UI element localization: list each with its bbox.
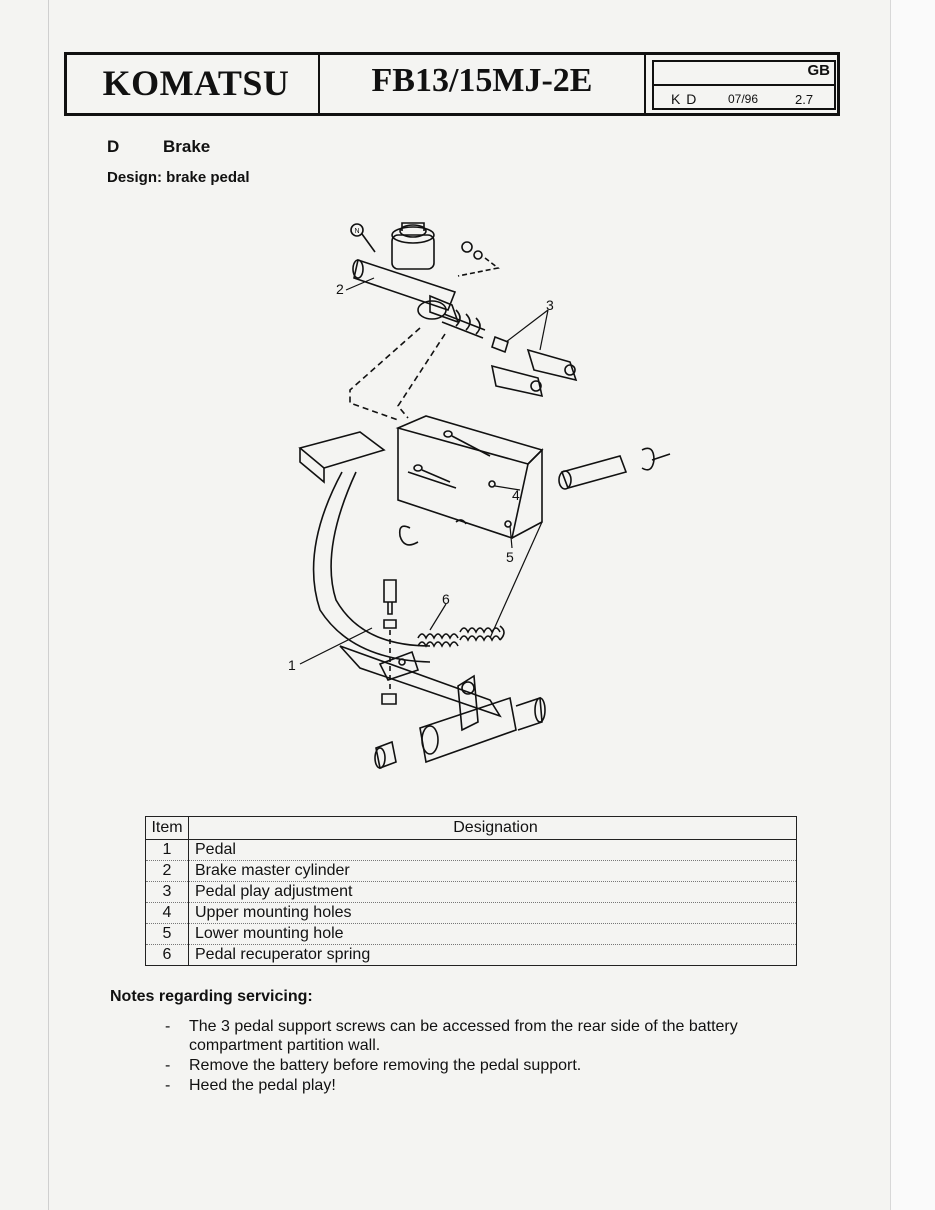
language-code: GB — [807, 62, 830, 79]
doc-date: 07/96 — [728, 92, 759, 106]
callout-label: 6 — [442, 591, 450, 607]
list-item — [165, 1017, 805, 1055]
cell-item: 4 — [146, 903, 189, 924]
notes-heading: Notes regarding servicing: — [110, 988, 313, 1005]
cell-designation: Lower mounting hole — [189, 924, 797, 945]
cell-item: 5 — [146, 924, 189, 945]
cell-item: 6 — [146, 945, 189, 966]
note-text: Remove the battery before removing the pedal support. — [189, 1057, 582, 1074]
cell-item: 2 — [146, 861, 189, 882]
table-row — [146, 861, 797, 882]
margin-line — [48, 0, 49, 1210]
callout-label: 3 — [546, 297, 554, 313]
cell-item: 1 — [146, 840, 189, 861]
column-header-item: Item — [146, 817, 189, 840]
table-row — [146, 882, 797, 903]
note-text: Heed the pedal play! — [189, 1077, 336, 1094]
callout-label: 2 — [336, 281, 344, 297]
callout-label: 4 — [512, 487, 520, 503]
cell-designation: Pedal — [195, 841, 236, 858]
notes-list — [165, 1017, 805, 1096]
header-divider — [318, 52, 320, 116]
cell-designation: Pedal recuperator spring — [189, 945, 797, 966]
pedal-arm — [300, 432, 500, 730]
table-header-row — [146, 817, 797, 840]
page-number: 2.7 — [795, 92, 814, 107]
table-row — [146, 840, 797, 861]
brand-name: KOMATSU — [102, 63, 290, 103]
page-edge — [890, 0, 935, 1210]
pedal-support-bracket — [398, 416, 542, 538]
model-name: FB13/15MJ-2E — [371, 62, 593, 99]
bullet-dash: - — [165, 1057, 171, 1074]
table-row — [146, 903, 797, 924]
list-item — [165, 1076, 805, 1095]
section-subtitle: Design: brake pedal — [107, 169, 250, 186]
section-letter: D — [107, 137, 120, 156]
section-title: Brake — [163, 137, 211, 156]
brake-pedal-diagram — [280, 210, 680, 790]
pedal-pin — [559, 448, 670, 489]
note-text: The 3 pedal support screws can be accessed from the rear side of the battery compartment partition wall. — [189, 1018, 738, 1054]
marker-label: N — [354, 228, 360, 235]
cell-item: 3 — [146, 882, 189, 903]
parts-table — [145, 816, 797, 966]
bullet-dash: - — [165, 1018, 171, 1035]
cell-designation: Upper mounting holes — [189, 903, 797, 924]
bullet-dash: - — [165, 1077, 171, 1094]
table-row — [146, 924, 797, 945]
callout-label: 5 — [506, 549, 514, 565]
clevis-parts — [492, 337, 576, 396]
header-divider — [644, 52, 646, 116]
doc-code: K D — [671, 91, 698, 107]
master-cylinder — [353, 223, 485, 338]
list-item — [165, 1056, 805, 1075]
cell-designation: Pedal play adjustment — [189, 882, 797, 903]
callout-label: 1 — [288, 657, 296, 673]
cell-designation: Brake master cylinder — [189, 861, 797, 882]
column-header-designation: Designation — [189, 817, 797, 840]
doc-code-divider — [652, 84, 836, 86]
table-row — [146, 945, 797, 966]
